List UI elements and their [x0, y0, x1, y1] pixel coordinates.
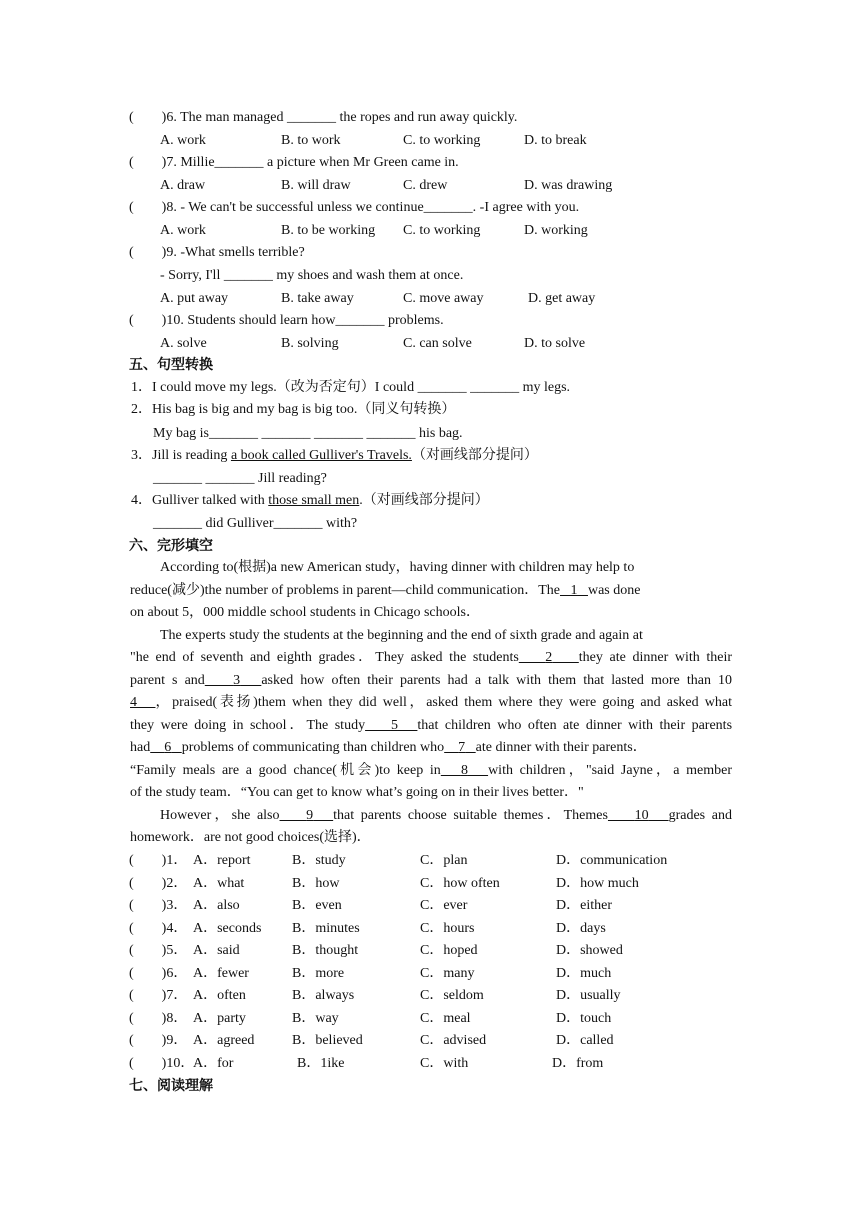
cloze-option-d: D．much	[556, 965, 612, 981]
option-a: A. draw	[160, 178, 206, 193]
cloze-question-number: ( )8．	[129, 1010, 188, 1026]
mc-question-9: ( )9. -What smells terrible?	[129, 245, 305, 260]
cloze-option-c: C．seldom	[420, 988, 484, 1003]
cloze-option-d: D．how much	[556, 875, 639, 891]
cloze-option-b: B．always	[292, 988, 355, 1003]
option-d: D. to solve	[524, 336, 586, 351]
cloze-option-c: C．advised	[420, 1033, 487, 1048]
passage-line: 4 ，praised(表扬)them when they did well，asked them where they were going and asked what	[130, 695, 732, 710]
cloze-option-c: C．hoped	[420, 943, 478, 958]
mc-question-10: ( )10. Students should learn how_______ problems.	[129, 313, 444, 328]
passage-line: reduce(减少)the number of problems in parent—child communication．The 1 was done	[130, 583, 641, 598]
option-b: B. take away	[281, 291, 354, 306]
cloze-option-a: A．party	[193, 1010, 246, 1026]
cloze-option-a: A．also	[193, 898, 240, 913]
cloze-option-a: A．report	[193, 853, 251, 868]
blank-2: 2	[545, 650, 553, 665]
blank-6: 6	[164, 740, 172, 755]
option-d: D. working	[524, 223, 588, 238]
cloze-option-d: D．from	[552, 1055, 604, 1071]
cloze-option-c: C．hours	[420, 920, 475, 936]
option-c: C. drew	[403, 178, 448, 193]
option-b: B. to be working	[281, 223, 376, 238]
cloze-option-b: B．1ike	[297, 1055, 345, 1071]
cloze-option-a: A．said	[193, 943, 240, 958]
cloze-question-number: ( )7．	[129, 988, 188, 1003]
blank-9: 9	[306, 808, 314, 823]
cloze-option-a: A．seconds	[193, 920, 262, 936]
blank-4: 4	[130, 695, 137, 710]
cloze-option-b: B．study	[292, 853, 346, 868]
section-heading: 六、完形填空	[129, 538, 213, 554]
passage-line: "he end of seventh and eighth grades．They asked the students 2 they ate dinner with their	[130, 650, 733, 665]
cloze-question-number: ( )10．	[129, 1055, 195, 1071]
blank-8: 8	[460, 763, 468, 778]
cloze-option-b: B．even	[292, 898, 342, 913]
cloze-option-c: C．with	[420, 1055, 469, 1071]
option-a: A. put away	[160, 291, 229, 306]
cloze-question-number: ( )1．	[129, 853, 188, 868]
cloze-option-d: D．either	[556, 898, 612, 913]
cloze-question-number: ( )4．	[129, 920, 188, 936]
blank-7: 7	[458, 740, 466, 755]
transform-item-2: 2．His bag is big and my bag is big too.（同义句转换）	[131, 402, 456, 417]
cloze-option-d: D．usually	[556, 988, 621, 1003]
cloze-option-c: C．meal	[420, 1010, 471, 1026]
mc-question-8: ( )8. - We can't be successful unless we continue_______. -I agree with you.	[129, 200, 580, 215]
transform-item-2-answer: My bag is_______ _______ _______ _______ his bag.	[153, 426, 463, 441]
passage-line: homework．are not good choices(选择)．	[130, 830, 371, 845]
cloze-option-a: A．often	[193, 988, 246, 1003]
passage-line: According to(根据)a new American study，having dinner with children may help to	[160, 560, 635, 575]
passage-line: on about 5，000 middle school students in Chicago schools．	[130, 605, 480, 620]
cloze-option-d: D．showed	[556, 943, 623, 958]
option-b: B. solving	[281, 336, 339, 351]
section-heading: 七、阅读理解	[129, 1078, 213, 1094]
transform-item-1: 1．I could move my legs.（改为否定句）I could _______ _______ my legs.	[131, 380, 571, 395]
passage-line: However，she also 9 that parents choose suitable themes．Themes 10 grades and	[160, 808, 733, 823]
transform-item-3: 3．Jill is reading a book called Gulliver's Travels.（对画线部分提问）	[131, 448, 538, 463]
option-a: A. work	[160, 133, 206, 148]
blank-5: 5	[390, 718, 398, 733]
transform-item-3-answer: _______ _______ Jill reading?	[153, 471, 327, 486]
cloze-option-b: B．way	[292, 1010, 339, 1026]
underlined-phrase: a book called Gulliver's Travels.	[230, 448, 412, 463]
cloze-option-b: B．thought	[292, 943, 359, 958]
cloze-option-c: C．many	[420, 965, 475, 981]
passage-line: parent s and 3 asked how often their parents had a talk with them that lasted more than 10	[130, 673, 733, 688]
cloze-option-b: B．believed	[292, 1033, 363, 1048]
option-c: C. move away	[403, 291, 484, 306]
option-a: A. solve	[160, 336, 207, 351]
underlined-phrase: those small men	[268, 493, 360, 508]
cloze-option-a: A．for	[193, 1055, 234, 1071]
cloze-question-number: ( )3．	[129, 898, 188, 913]
cloze-option-d: D．touch	[556, 1010, 612, 1026]
option-b: B. to work	[281, 133, 341, 148]
passage-line: “Family meals are a good chance(机会)to keep in 8 with children，"said Jayne，a member	[130, 763, 733, 778]
option-d: D. get away	[528, 291, 596, 306]
cloze-question-number: ( )5．	[129, 943, 188, 958]
cloze-option-a: A．fewer	[193, 965, 249, 981]
option-b: B. will draw	[281, 178, 351, 193]
mc-question-6: ( )6. The man managed _______ the ropes and run away quickly.	[129, 110, 518, 125]
blank-1: 1	[570, 583, 578, 598]
passage-line: The experts study the students at the beginning and the end of sixth grade and again at	[160, 628, 643, 643]
cloze-option-c: C．plan	[420, 853, 468, 868]
option-d: D. was drawing	[524, 178, 613, 193]
transform-item-4-answer: _______ did Gulliver_______ with?	[153, 516, 358, 531]
cloze-option-d: D．communication	[556, 853, 668, 868]
mc-question-9-response: - Sorry, I'll _______ my shoes and wash them at once.	[160, 268, 464, 283]
mc-question-7: ( )7. Millie_______ a picture when Mr Green came in.	[129, 155, 459, 170]
cloze-option-b: B．minutes	[292, 920, 360, 936]
passage-line: of the study team．“You can get to know what’s going on in their lives better．"	[130, 785, 584, 800]
option-c: C. to working	[403, 133, 481, 148]
passage-line: had 6 problems of communicating than children who 7 ate dinner with their parents．	[130, 740, 647, 755]
option-c: C. can solve	[403, 336, 472, 351]
section-heading: 五、句型转换	[129, 357, 213, 373]
option-d: D. to break	[524, 133, 587, 148]
cloze-option-d: D．called	[556, 1033, 614, 1048]
cloze-option-a: A．what	[193, 875, 245, 891]
cloze-option-b: B．more	[292, 965, 345, 981]
cloze-option-d: D．days	[556, 920, 606, 936]
cloze-option-c: C．how often	[420, 875, 500, 891]
cloze-question-number: ( )6．	[129, 965, 188, 981]
cloze-question-number: ( )9．	[129, 1033, 188, 1048]
transform-item-4: 4．Gulliver talked with those small men.（对画线部分提问）	[131, 493, 489, 508]
option-c: C. to working	[403, 223, 481, 238]
option-a: A. work	[160, 223, 206, 238]
passage-line: they were doing in school．The study 5 that children who often ate dinner with their parents	[130, 718, 733, 733]
cloze-question-number: ( )2．	[129, 875, 188, 891]
cloze-option-c: C．ever	[420, 898, 468, 913]
blank-3: 3	[233, 673, 241, 688]
blank-10: 10	[634, 808, 649, 823]
cloze-option-a: A．agreed	[193, 1033, 255, 1048]
cloze-option-b: B．how	[292, 875, 340, 891]
